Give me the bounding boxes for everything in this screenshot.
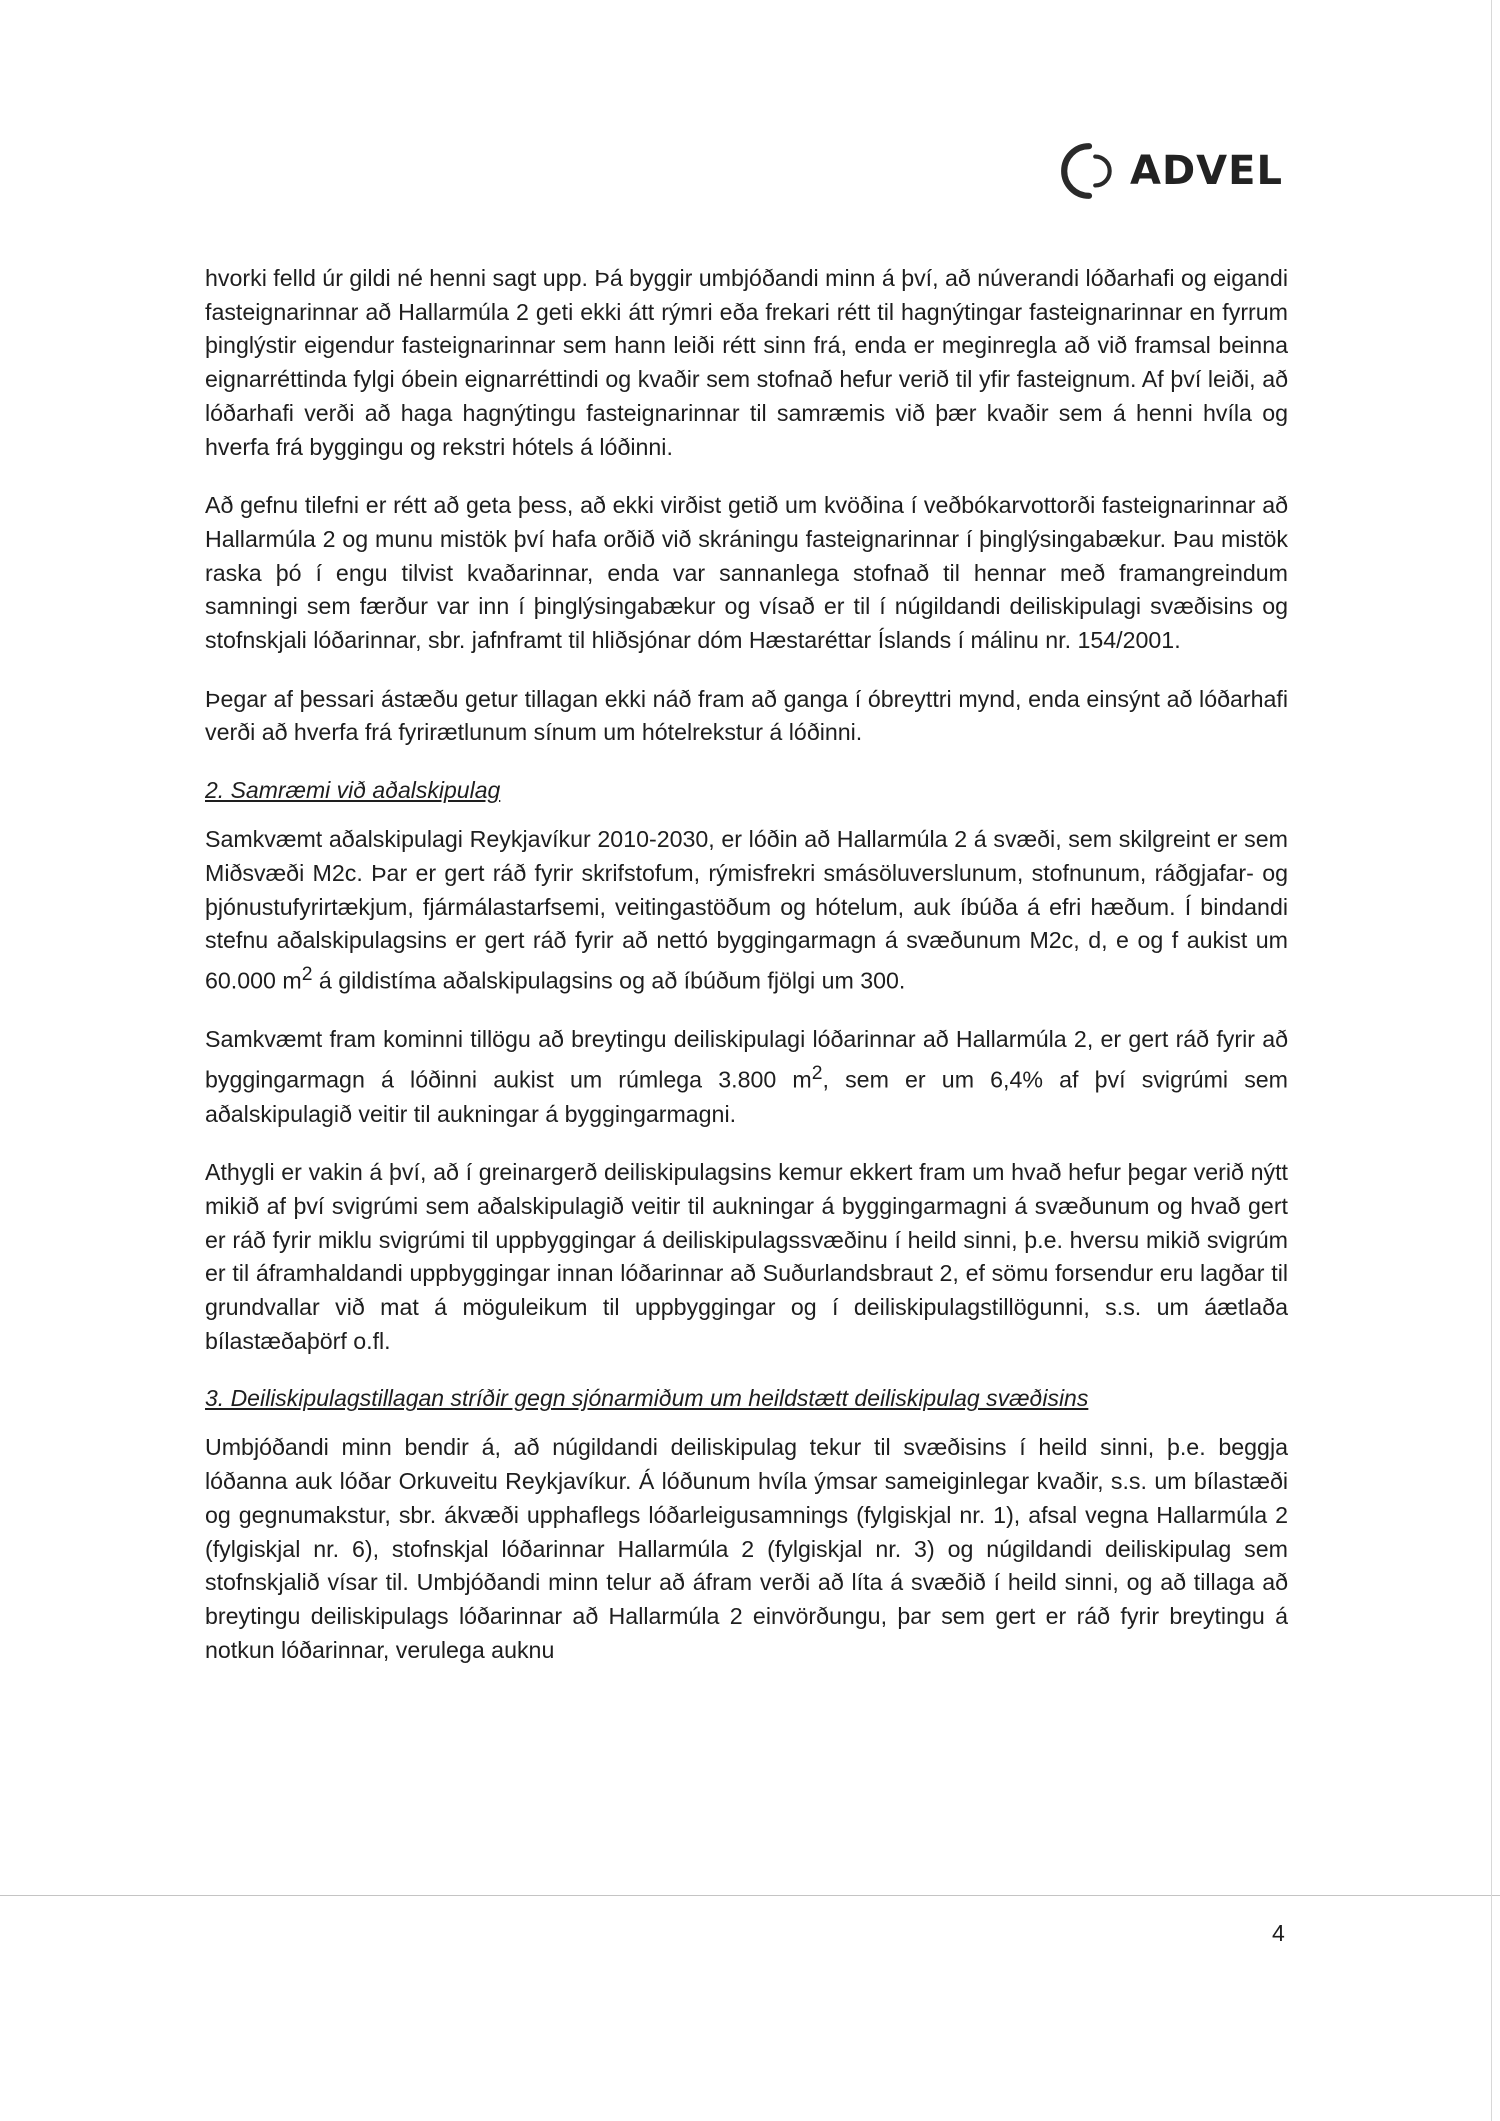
advel-logo xyxy=(1058,140,1283,202)
advel-logo-icon xyxy=(1058,140,1120,202)
document-body xyxy=(205,262,1288,1667)
paragraph-text: , sem er um 6,4% af því svigrúmi sem aðalskipulagið veitir til aukningar á byggingarmagni. xyxy=(205,1066,1289,1127)
paragraph: Umbjóðandi minn bendir á, að núgildandi deiliskipulag tekur til svæðisins í heild sinni, þ.e. beggja lóðanna auk lóðar Orkuveitu Reykjavíkur. Á lóðunum hvíla ýmsar sameiginlegar kvaðir, s.s. um bílastæði og gegnumakstur, sbr. ákvæði upphaflegs lóðarleigusamnings (fylgiskjal nr. 1), afsal vegna Hallarmúla 2 (fylgiskjal nr. 6), stofnskjal lóðarinnar Hallarmúla 2 (fylgiskjal nr. 3) og núgildandi deiliskipulag sem stofnskjalið vísar til. Umbjóðandi minn telur að áfram verði að líta á svæðið í heild sinni, og að tillaga að breytingu deiliskipulags lóðarinnar að Hallarmúla 2 einvörðungu, þar sem gert er ráð fyrir breytingu á notkun lóðarinnar, verulega auknu xyxy=(205,1434,1288,1663)
paragraph: Þegar af þessari ástæðu getur tillagan ekki náð fram að ganga í óbreyttri mynd, enda einsýnt að lóðarhafi verði að hverfa frá fyrirætlunum sínum um hótelrekstur á lóðinni. xyxy=(205,685,1288,746)
logo-text: ADVEL xyxy=(1130,148,1283,194)
footer-divider xyxy=(0,1895,1500,1896)
page-edge xyxy=(1491,0,1492,2121)
paragraph: hvorki felld úr gildi né henni sagt upp. Þá byggir umbjóðandi minn á því, að núverandi lóðarhafi og eigandi fasteignarinnar að Hallarmúla 2 geti ekki átt rýmri eða frekari rétt til hagnýtingar fasteignarinnar en fyrrum þinglýstir eigendur fasteignarinnar sem hann leiði rétt sinn frá, enda er meginregla að við framsal beinna eignarréttinda fylgi óbein eignarréttindi og kvaðir sem stofnað hefur verið til yfir fasteignum. Af því leiði, að lóðarhafi verði að haga hagnýtingu fasteignarinnar til samræmis við þær kvaðir sem á henni hvíla og hverfa frá byggingu og rekstri hótels á lóðinni. xyxy=(205,265,1288,460)
superscript: 2 xyxy=(301,963,313,985)
section-heading-2: 2. Samræmi við aðalskipulag xyxy=(205,777,501,804)
paragraph xyxy=(205,823,1288,998)
superscript: 2 xyxy=(811,1063,823,1085)
paragraph: Að gefnu tilefni er rétt að geta þess, að ekki virðist getið um kvöðina í veðbókarvottorði fasteignarinnar að Hallarmúla 2 og munu mistök því hafa orðið við skráningu fasteignarinnar í þinglýsingabækur. Þau mistök raska þó í engu tilvist kvaðarinnar, enda var sannanlega stofnað til hennar með framangreindum samningi sem færður var inn í þinglýsingabækur og vísað er til í núgildandi deiliskipulagi svæðisins og stofnskjali lóðarinnar, sbr. jafnframt til hliðsjónar dóm Hæstaréttar Íslands í málinu nr. 154/2001. xyxy=(205,492,1288,654)
paragraph-text: á gildistíma aðalskipulagsins og að íbúðum fjölgi um 300. xyxy=(312,967,906,994)
paragraph-text: Samkvæmt aðalskipulagi Reykjavíkur 2010-2030, er lóðin að Hallarmúla 2 á svæði, sem skilgreint er sem Miðsvæði M2c. Þar er gert ráð fyrir skrifstofum, rýmisfrekri smásöluverslunum, stofnunum, ráðgjafar- og þjónustufyrirtækjum, fjármálastarfsemi, veitingastöðum og hótelum, auk íbúða á efri hæðum. Í bindandi stefnu aðalskipulagsins er gert ráð fyrir að nettó byggingarmagn á svæðunum M2c, d, e og f aukist um 60.000 m xyxy=(205,826,1288,994)
paragraph xyxy=(205,1023,1288,1131)
page-number: 4 xyxy=(1272,1920,1285,1946)
section-heading-3: 3. Deiliskipulagstillagan stríðir gegn sjónarmiðum um heildstætt deiliskipulag svæðisins xyxy=(205,1385,1089,1412)
paragraph: Athygli er vakin á því, að í greinargerð deiliskipulagsins kemur ekkert fram um hvað hefur þegar verið nýtt mikið af því svigrúmi sem aðalskipulagið veitir til aukningar á byggingarmagni á svæðunum og hvað gert er ráð fyrir miklu svigrúmi til uppbyggingar á deiliskipulagssvæðinu í heild sinni, þ.e. hversu mikið svigrúm er til áframhaldandi uppbyggingar innan lóðarinnar að Suðurlandsbraut 2, ef sömu forsendur eru lagðar til grundvallar við mat á möguleikum til uppbyggingar og í deiliskipulagstillögunni, s.s. um áætlaða bílastæðaþörf o.fl. xyxy=(205,1159,1288,1354)
paragraph-text: Samkvæmt fram kominni tillögu að breytingu deiliskipulagi lóðarinnar að Hallarmúla 2, er gert ráð fyrir að byggingarmagn á lóðinni aukist um rúmlega 3.800 m xyxy=(205,1026,1288,1093)
